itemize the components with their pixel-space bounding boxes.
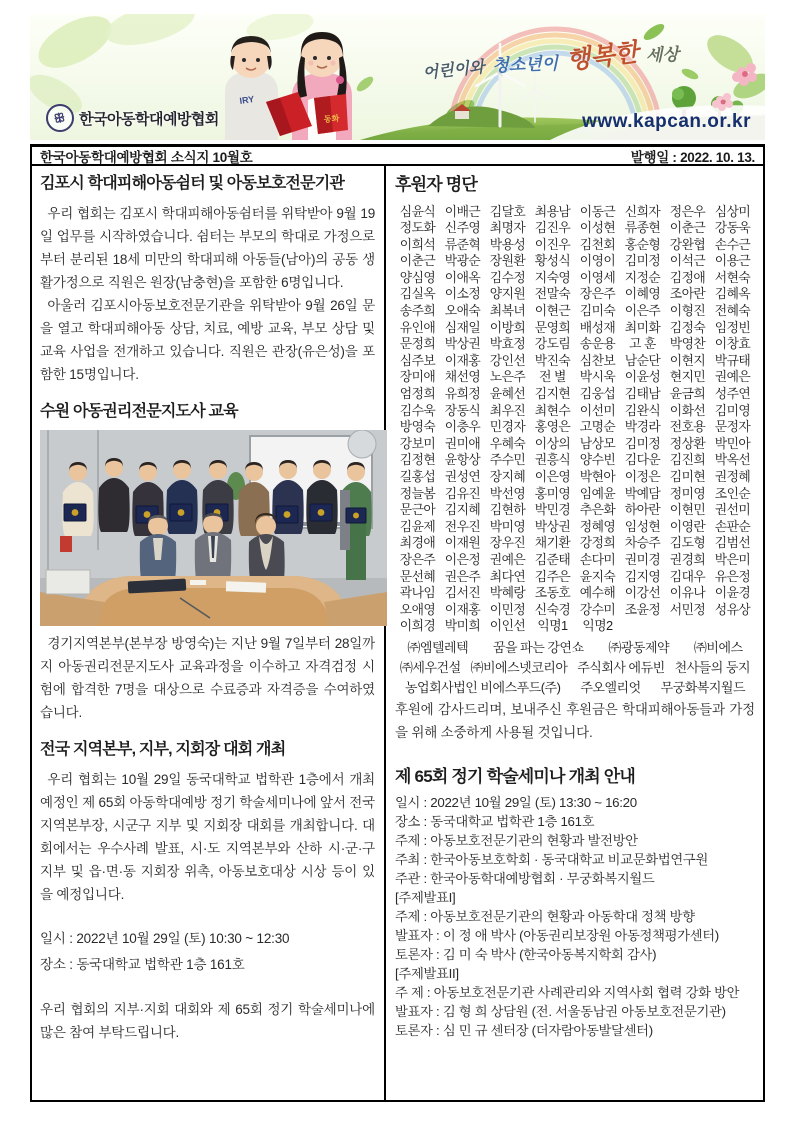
list-row: 발표자 : 이 정 애 박사 (아동권리보장원 아동정책평가센터) (395, 928, 719, 944)
list-row (395, 519, 755, 536)
donors-title: 후원자 명단 (395, 175, 478, 194)
list-cell: 손판순 (714, 518, 751, 534)
list-row (395, 237, 755, 254)
list-cell: 심주보 (399, 352, 436, 368)
list-cell: 장은주 (579, 286, 616, 302)
list-cell: 박현아 (579, 469, 616, 484)
article1-paragraph: 우리 협회는 김포시 학대피해아동쉼터를 위탁받아 9월 19일 업무를 시작하였습니다. 쉼터는 부모의 학대로 가정으로부터 분리된 18세 미만의 학대피해 아동들(남아)의 공동 생활가정으로 직원은 원장(남충현)을 포함한 6명입니다. (40, 206, 375, 290)
list-cell: 최경애 (399, 535, 436, 551)
list-cell: 오애영 (399, 601, 436, 617)
list-cell: 강도림 (534, 336, 571, 352)
list-cell: 김지영 (624, 568, 661, 584)
list-cell: 김미현 (669, 469, 706, 484)
list-cell: 현지민 (669, 369, 706, 385)
list-cell: 정도화 (399, 220, 436, 236)
list-row (395, 204, 755, 221)
list-cell: 김천회 (579, 236, 616, 252)
list-cell: 전호용 (669, 419, 706, 435)
list-cell: 류준혁 (444, 236, 481, 252)
masthead (30, 144, 765, 166)
list-cell: 김미영 (714, 402, 751, 418)
list-cell: 천사들의 둥지 (674, 659, 751, 675)
list-cell: 강동욱 (714, 220, 751, 236)
issue-date: 발행일 : 2022. 10. 13. (630, 149, 755, 165)
svg-text:IRY: IRY (238, 94, 255, 106)
list-cell: 성유상 (714, 601, 751, 617)
event-where: 장소 : 동국대학교 법학관 1층 161호 (40, 957, 245, 972)
list-cell: 남순단 (624, 352, 661, 368)
list-cell: 이석근 (669, 253, 706, 269)
list-row: 주 제 : 아동보호전문기관 사례관리와 지역사회 협력 강화 방안 (395, 985, 740, 1001)
list-row (395, 270, 755, 287)
seminar-details (395, 793, 755, 1040)
list-cell: 박효정 (489, 336, 526, 352)
list-cell: 윤혜선 (489, 386, 526, 402)
newsletter-title: 한국아동학대예방협회 소식지 10월호 (40, 149, 253, 165)
list-cell: 이재원 (444, 535, 481, 551)
list-cell: 문영희 (534, 319, 571, 335)
list-cell: 성주연 (714, 386, 751, 402)
list-row: 토론자 : 심 민 규 센터장 (더자람아동발달센터) (395, 1023, 653, 1039)
list-cell: 김혜옥 (714, 286, 751, 302)
article1-title: 김포시 학대피해아동쉼터 및 아동보호전문기관 (40, 175, 345, 192)
list-cell: 양수빈 (579, 452, 616, 468)
list-cell: 정혜영 (579, 518, 616, 534)
list-cell: 무궁화복지월드 (660, 679, 746, 695)
list-row: 주제 : 아동보호전문기관의 현황과 아동학대 정책 방향 (395, 909, 695, 925)
list-cell: 박시욱 (579, 369, 616, 385)
list-cell: 윤항상 (444, 452, 481, 468)
list-cell: 이현지 (669, 352, 706, 368)
list-cell: 이은정 (444, 551, 481, 567)
list-cell: 고명순 (579, 419, 616, 435)
list-cell: 김정현 (399, 452, 436, 468)
list-cell: 이현민 (669, 502, 706, 518)
list-cell: 길홍섭 (399, 469, 436, 484)
list-cell: 농업회사법인 비에스푸드(주) (404, 679, 561, 695)
list-cell: 최미화 (624, 319, 661, 335)
list-cell: 이유나 (669, 585, 706, 601)
list-cell: 이진우 (534, 236, 571, 252)
list-cell: 유인애 (399, 319, 436, 335)
list-cell: 이춘근 (399, 253, 436, 269)
right-column (386, 166, 763, 1100)
list-cell: 이은주 (624, 303, 661, 319)
list-cell: 이상의 (534, 435, 571, 451)
list-row (395, 253, 755, 270)
article3-closing: 우리 협회의 지부·지회 대회와 제 65회 정기 학술세미나에 많은 참여 부탁드립니다. (40, 1002, 375, 1040)
list-cell: 문근아 (399, 502, 436, 518)
list-cell: 박혜랑 (489, 585, 526, 601)
list-cell: 익명2 (582, 618, 613, 634)
list-cell: 김범선 (714, 535, 751, 551)
list-cell: 강보미 (399, 435, 436, 451)
list-cell: 이소정 (444, 286, 481, 302)
list-cell: 유희정 (444, 386, 481, 402)
list-cell: 윤금희 (669, 386, 706, 402)
list-cell: 이재홍 (444, 601, 481, 617)
list-cell: 박미희 (444, 618, 481, 634)
donor-name-grid (395, 204, 755, 635)
list-row (395, 336, 755, 353)
list-cell: 손수근 (714, 236, 751, 252)
list-cell: 김미숙 (579, 303, 616, 319)
list-row (395, 535, 755, 552)
list-cell: 서민정 (669, 601, 706, 617)
list-cell: 지숙영 (534, 269, 571, 285)
list-row (395, 638, 755, 658)
list-cell: 신희자 (624, 203, 661, 219)
list-cell: 꿈을 파는 강연쇼 (492, 639, 584, 655)
list-cell: 민경자 (489, 419, 526, 435)
group-photo (40, 430, 387, 626)
list-row: 일시 : 2022년 10월 29일 (토) 13:30 ~ 16:20 (395, 795, 637, 811)
list-cell: 최명자 (489, 220, 526, 236)
list-row (395, 220, 755, 237)
list-cell: 양지원 (489, 286, 526, 302)
list-row: [주제발표I] (395, 890, 456, 906)
list-cell: 조윤정 (624, 601, 661, 617)
newsletter-page (30, 14, 765, 1102)
list-cell: 노은주 (489, 369, 526, 385)
article3-paragraph: 우리 협회는 10월 29일 동국대학교 법학관 1층에서 개최 예정인 제 65회 아동학대예방 정기 학술세미나에 앞서 전국 지역본부장, 시군구 지부 및 지회장 대회를 개최합니다. 대회에서는 우수사례 발표, 시·도 지역본부와 산하 시·군·구 지부 및 읍·면·동 지회장 위촉, 아동보호대상 시상 등이 있을 예정입니다. (40, 772, 375, 902)
list-cell: 이윤경 (714, 585, 751, 601)
list-cell: 심상미 (714, 203, 751, 219)
list-cell: 심찬보 (579, 352, 616, 368)
list-cell: 임예윤 (579, 485, 616, 501)
list-row: 주최 : 한국아동보호학회 · 동국대학교 비교문화법연구원 (395, 852, 709, 868)
list-cell: 김완식 (624, 402, 661, 418)
list-cell: 이인선 (489, 618, 526, 634)
list-cell: 윤지숙 (579, 568, 616, 584)
list-row (395, 585, 755, 602)
list-cell: 최복녀 (489, 303, 526, 319)
list-cell: 강정희 (579, 535, 616, 551)
list-cell: 김서진 (444, 585, 481, 601)
list-cell: 이춘근 (669, 220, 706, 236)
list-cell: 심재일 (444, 319, 481, 335)
list-row (395, 436, 755, 453)
list-cell: 김지혜 (444, 502, 481, 518)
list-row (395, 569, 755, 586)
list-cell: 김수욱 (399, 402, 436, 418)
article2-title: 수원 아동권리전문지도사 교육 (40, 403, 238, 420)
list-cell: 황성식 (534, 253, 571, 269)
list-cell: 최용남 (534, 203, 571, 219)
list-cell: 이성현 (579, 220, 616, 236)
list-cell: 이용근 (714, 253, 751, 269)
list-cell: 익명1 (537, 618, 568, 634)
list-cell: 김미정 (624, 435, 661, 451)
list-cell: 엄정희 (399, 386, 436, 402)
list-cell: 심윤식 (399, 203, 436, 219)
list-cell: 박상권 (444, 336, 481, 352)
list-row (395, 502, 755, 519)
list-cell: 예수해 (579, 585, 616, 601)
list-cell: 방영숙 (399, 419, 436, 435)
list-cell: 장우진 (489, 535, 526, 551)
list-cell: 김정애 (669, 269, 706, 285)
list-cell: 권미애 (444, 435, 481, 451)
list-cell: 권성연 (444, 469, 481, 484)
list-cell: 정늘봄 (399, 485, 436, 501)
donation-thanks: 후원에 감사드리며, 보내주신 후원금은 학대피해아동들과 가정을 위해 소중하게 사용될 것입니다. (395, 701, 755, 740)
list-cell: 이민정 (489, 601, 526, 617)
list-cell: 이강선 (624, 585, 661, 601)
list-cell: 채기환 (534, 535, 571, 551)
list-row (395, 469, 755, 486)
list-cell: 배성재 (579, 319, 616, 335)
list-cell: 이창효 (714, 336, 751, 352)
list-cell: 이정은 (624, 469, 661, 484)
list-row (395, 452, 755, 469)
list-cell: 이영이 (579, 253, 616, 269)
list-cell: 박광순 (444, 253, 481, 269)
list-cell: 김진희 (669, 452, 706, 468)
list-cell: 이윤성 (624, 369, 661, 385)
list-cell: 권정혜 (714, 469, 751, 484)
list-cell: ㈜세우건설 (399, 659, 461, 675)
list-cell: 임정빈 (714, 319, 751, 335)
list-cell: 손다미 (579, 551, 616, 567)
list-cell: 김태남 (624, 386, 661, 402)
list-row (395, 602, 755, 619)
list-cell: 강수미 (579, 601, 616, 617)
list-row (395, 486, 755, 503)
list-cell: 송운용 (579, 336, 616, 352)
list-cell: 신숙경 (534, 601, 571, 617)
list-cell: 홍영은 (534, 419, 571, 435)
list-cell: 홍순형 (624, 236, 661, 252)
list-cell: 권예은 (714, 369, 751, 385)
list-row: 주제 : 아동보호전문기관의 현황과 발전방안 (395, 833, 638, 849)
list-cell: 양심영 (399, 269, 436, 285)
list-cell: 이영세 (579, 269, 616, 285)
list-cell: 정미영 (669, 485, 706, 501)
list-cell: 김유진 (444, 485, 481, 501)
list-cell: ㈜비에스 (693, 639, 743, 655)
list-cell: 정상환 (669, 435, 706, 451)
list-cell: 주식회사 에듀빈 (577, 659, 665, 675)
association-name: 한국아동학대예방협회 (79, 110, 219, 128)
slogan-word: 행복한 (564, 38, 640, 75)
list-cell: 유은정 (714, 568, 751, 584)
list-row (395, 303, 755, 320)
list-cell: 문정희 (399, 336, 436, 352)
association-logo (46, 104, 219, 132)
list-row (395, 386, 755, 403)
list-cell: 이현근 (534, 303, 571, 319)
list-row (395, 419, 755, 436)
list-cell: 김실옥 (399, 286, 436, 302)
list-cell: 박진숙 (534, 352, 571, 368)
list-cell: 채선영 (444, 369, 481, 385)
list-cell: 홍미영 (534, 485, 571, 501)
list-cell: 장지혜 (489, 469, 526, 484)
list-row (395, 678, 755, 698)
list-cell: 정은우 (669, 203, 706, 219)
list-cell: 류종현 (624, 220, 661, 236)
list-cell: 주오엘리엇 (580, 679, 641, 695)
list-row: [주제발표II] (395, 966, 459, 982)
article3-title: 전국 지역본부, 지부, 지회장 대회 개최 (40, 741, 286, 758)
list-cell: 김달호 (489, 203, 526, 219)
list-cell: 박경라 (624, 419, 661, 435)
list-cell: 박은미 (714, 551, 751, 567)
content-box (30, 166, 765, 1102)
list-cell: 박영찬 (669, 336, 706, 352)
list-cell: 장은주 (399, 551, 436, 567)
list-cell: 이은영 (534, 469, 571, 484)
list-row (395, 658, 755, 678)
list-cell: 강완협 (669, 236, 706, 252)
list-cell: 김수정 (489, 269, 526, 285)
list-cell: 이방희 (489, 319, 526, 335)
list-cell: 서현숙 (714, 269, 751, 285)
list-cell: 추은화 (579, 502, 616, 518)
list-cell: 곽나임 (399, 585, 436, 601)
list-row: 토론자 : 김 미 숙 박사 (한국아동복지학회 감사) (395, 947, 657, 963)
list-cell: 김윤제 (399, 518, 436, 534)
list-cell: 최다연 (489, 568, 526, 584)
donor-org-grid (395, 638, 755, 698)
list-cell: ㈜광동제약 (608, 639, 670, 655)
list-cell: 권미경 (624, 551, 661, 567)
list-cell: 강인선 (489, 352, 526, 368)
list-cell: 권예은 (489, 551, 526, 567)
list-row: 장소 : 동국대학교 법학관 1층 161호 (395, 814, 595, 830)
list-row (395, 618, 755, 635)
list-cell: 송주희 (399, 303, 436, 319)
list-cell: 권경희 (669, 551, 706, 567)
seminar-section (395, 764, 755, 1041)
list-cell: 이화선 (669, 402, 706, 418)
list-cell: 이동근 (579, 203, 616, 219)
list-cell: 이혜영 (624, 286, 661, 302)
list-cell: 김정숙 (669, 319, 706, 335)
list-cell: 박규태 (714, 352, 751, 368)
list-cell: 김대우 (669, 568, 706, 584)
list-cell: 박선영 (489, 485, 526, 501)
list-cell: 박용성 (489, 236, 526, 252)
slogan-word: 어린이와 (421, 58, 486, 83)
list-cell: ㈜엠텔레텍 (407, 639, 469, 655)
list-row: 주관 : 한국아동학대예방협회 · 무궁화복지월드 (395, 871, 655, 887)
list-cell: 주수민 (489, 452, 526, 468)
event-when: 일시 : 2022년 10월 29일 (토) 10:30 ~ 12:30 (40, 931, 290, 946)
article1-paragraph: 아울러 김포시아동보호전문기관을 위탁받아 9월 26일 문을 열고 학대피해아동 상담, 치료, 예방 교육, 부모 상담 및 교육 사업을 전개하고 있습니다. 직원은 관장(유은성)을 포함한 15명입니다. (40, 298, 375, 382)
list-cell: 박옥선 (714, 452, 751, 468)
list-cell: 김현하 (489, 502, 526, 518)
list-cell: 전혜숙 (714, 303, 751, 319)
list-cell: 박민경 (534, 502, 571, 518)
list-cell: 조인순 (714, 485, 751, 501)
list-cell: 전 별 (539, 369, 566, 385)
left-column (32, 166, 386, 1100)
list-cell: 김다운 (624, 452, 661, 468)
list-cell: 박미영 (489, 518, 526, 534)
list-cell: 박상권 (534, 518, 571, 534)
list-cell: 문정자 (714, 419, 751, 435)
list-cell: 하아란 (624, 502, 661, 518)
list-cell: 이형진 (669, 303, 706, 319)
list-cell: 김웅섭 (579, 386, 616, 402)
list-cell: 김도형 (669, 535, 706, 551)
list-cell: 김준태 (534, 551, 571, 567)
banner (30, 14, 765, 140)
list-cell: 장동식 (444, 402, 481, 418)
list-cell: 권선미 (714, 502, 751, 518)
list-cell: 김미정 (624, 253, 661, 269)
list-row (395, 403, 755, 420)
list-cell: 전말숙 (534, 286, 571, 302)
list-cell: 최현수 (534, 402, 571, 418)
list-cell: 권은주 (444, 568, 481, 584)
list-row (395, 552, 755, 569)
list-cell: 이선미 (579, 402, 616, 418)
list-cell: 이희석 (399, 236, 436, 252)
list-cell: 조아란 (669, 286, 706, 302)
list-cell: 권흥식 (534, 452, 571, 468)
slogan-word: 청소년이 (491, 53, 559, 76)
article2-caption: 경기지역본부(본부장 방영숙)는 지난 9월 7일부터 28일까지 아동권리전문지도사 교육과정을 이수하고 자격검정 시험에 합격한 7명을 대상으로 수료증과 자격증을 수여하였습니다. (40, 636, 375, 720)
list-row (395, 320, 755, 337)
list-cell: 박민아 (714, 435, 751, 451)
seminar-title: 제 65회 정기 학술세미나 개최 안내 (395, 766, 636, 786)
list-cell: 신주영 (444, 220, 481, 236)
list-cell: 남상모 (579, 435, 616, 451)
list-row (395, 353, 755, 370)
list-cell: 김진우 (534, 220, 571, 236)
list-cell: 박예담 (624, 485, 661, 501)
list-cell: 이충우 (444, 419, 481, 435)
emblem-glyph: ꕥ (52, 109, 67, 126)
list-row: 발표자 : 김 형 희 상담원 (전. 서울동남권 아동보호전문기관) (395, 1004, 726, 1020)
list-cell: 이재홍 (444, 352, 481, 368)
list-cell: 장미애 (399, 369, 436, 385)
list-cell: ㈜비에스넷코리아 (470, 659, 568, 675)
list-cell: 고 훈 (629, 336, 656, 352)
list-row (395, 369, 755, 386)
list-cell: 오애숙 (444, 303, 481, 319)
list-cell: 김지현 (534, 386, 571, 402)
list-cell: 이희경 (399, 618, 436, 634)
svg-text:동화: 동화 (323, 113, 340, 124)
list-cell: 전우진 (444, 518, 481, 534)
list-cell: 이배근 (444, 203, 481, 219)
list-cell: 김주은 (534, 568, 571, 584)
list-cell: 최우진 (489, 402, 526, 418)
list-cell: 이애옥 (444, 269, 481, 285)
list-cell: 문선혜 (399, 568, 436, 584)
list-row (395, 286, 755, 303)
list-cell: 지정순 (624, 269, 661, 285)
list-cell: 조동호 (534, 585, 571, 601)
list-cell: 차승주 (624, 535, 661, 551)
list-cell: 임성현 (624, 518, 661, 534)
website-url: www.kapcan.or.kr (582, 111, 751, 132)
slogan-word: 세상 (645, 44, 680, 66)
list-cell: 우혜숙 (489, 435, 526, 451)
list-cell: 장원환 (489, 253, 526, 269)
list-cell: 이영란 (669, 518, 706, 534)
association-emblem-icon (46, 104, 74, 132)
